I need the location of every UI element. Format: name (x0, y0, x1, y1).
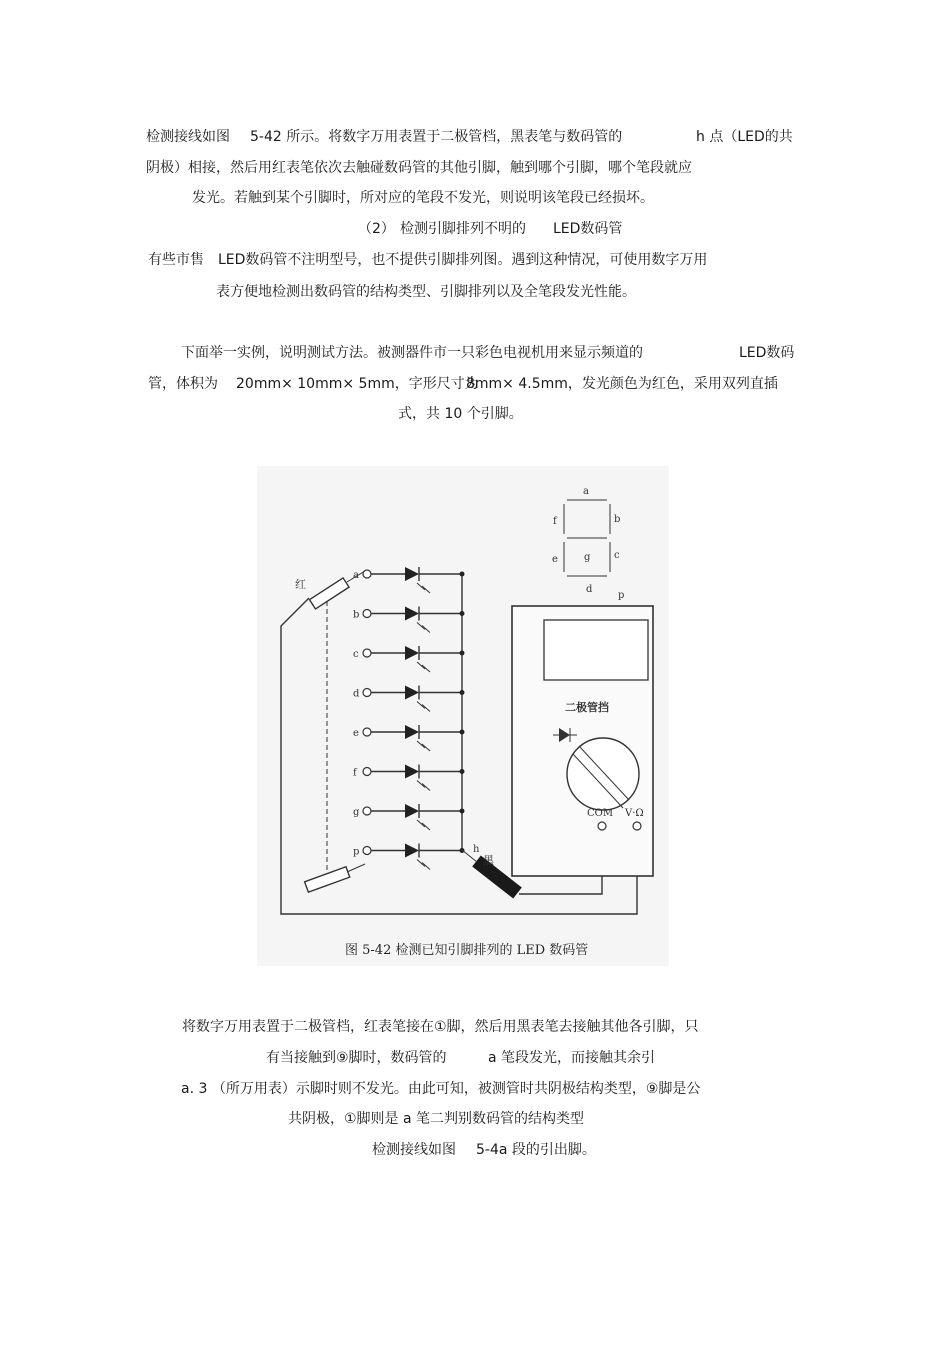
pin-terminal-f (363, 768, 371, 776)
junction-dot-b (460, 611, 465, 616)
diode-row-c (353, 646, 465, 672)
pin-label-c: c (353, 649, 359, 660)
black-probe-label: 黑 (483, 854, 494, 867)
para4-line3: a. 3 （所万用表）示脚时则不发光。由此可知，被测管时共阴极结构类型，⑨脚是公 (181, 1081, 701, 1097)
seg-label-c: c (614, 550, 620, 561)
para2-line1-b: LED数码管不注明型号，也不提供引脚排列图。遇到这种情况，可使用数字万用 (218, 252, 708, 268)
para3-line1-a: 下面举一实例，说明测试方法。被测器件市一只彩色电视机用来显示频道的 (181, 345, 643, 361)
junction-dot-e (460, 730, 465, 735)
diode-rows (353, 567, 465, 870)
vohm-jack (633, 822, 641, 830)
diode-row-p (353, 844, 465, 870)
led-diode-d (405, 686, 419, 700)
meter-mode-label: 二极管挡 (565, 701, 609, 714)
para1-line1-c: h 点（LED的共 (696, 129, 793, 145)
led-diode-c (405, 646, 419, 660)
led-diode-e (405, 725, 419, 739)
pin-label-g: g (353, 807, 360, 818)
seg-label-f: f (553, 516, 557, 527)
para1-line3: 发光。若触到某个引脚时，所对应的笔段不发光，则说明该笔段已经损坏。 (192, 190, 654, 206)
para3-line2-a: 管，体积为 (148, 376, 218, 392)
diode-row-b (353, 607, 465, 633)
pin-terminal-b (363, 610, 371, 618)
seg-label-e: e (552, 554, 558, 565)
light-arrow-d-0 (417, 702, 425, 709)
light-arrow-e-0 (417, 741, 425, 748)
pin-terminal-g (363, 807, 371, 815)
com-label: COM (587, 808, 614, 819)
para1-line1-b: 5-42 所示。将数字万用表置于二极管档，黑表笔与数码管的 (250, 129, 623, 145)
seg-label-a: a (583, 486, 589, 497)
pin-terminal-c (363, 649, 371, 657)
h-point-label: h (473, 844, 480, 855)
junction-dot-d (460, 690, 465, 695)
seg-label-g: g (584, 552, 591, 563)
circuit-diagram (257, 466, 669, 966)
pin-label-b: b (353, 609, 360, 621)
para1-line2: 阴极）相接，然后用红表笔依次去触碰数码管的其他引脚，触到哪个引脚，哪个笔段就应 (146, 160, 692, 176)
figure-5-42 (257, 466, 669, 966)
junction-dot-c (460, 651, 465, 656)
com-jack (598, 822, 606, 830)
light-arrow-a-0 (417, 583, 425, 590)
para4-line5-b: 5-4a 段的引出脚。 (476, 1142, 596, 1158)
led-diode-g (405, 804, 419, 818)
light-arrow-b-1 (422, 626, 430, 633)
para4-line4: 共阴极，①脚则是 a 笔二判别数码管的结构类型 (288, 1111, 585, 1127)
led-diode-f (405, 765, 419, 779)
para4-line2-b: a 笔段发光，而接触其余引 (488, 1050, 656, 1066)
para3-line3: 式，共 10 个引脚。 (398, 406, 523, 422)
section-number: （2） (358, 221, 395, 237)
para3-line2-b: 20mm× 10mm× 5mm，字形尺寸为 (236, 376, 479, 392)
light-arrow-e-1 (422, 744, 430, 751)
light-arrow-g-0 (417, 820, 425, 827)
para1-line1-a: 检测接线如图 (146, 129, 230, 145)
diode-row-g (353, 804, 465, 830)
seg-label-b: b (614, 514, 621, 525)
seg-label-dp: p (618, 590, 625, 601)
para2-line2: 表方便地检测出数码管的结构类型、引脚排列以及全笔段发光性能。 (216, 284, 636, 300)
junction-dot-a (460, 572, 465, 577)
pin-label-e: e (353, 728, 359, 739)
section-heading: 检测引脚排列不明的 (400, 221, 526, 237)
pin-terminal-d (363, 689, 371, 697)
para4-line5-a: 检测接线如图 (372, 1142, 456, 1158)
led-diode-p (405, 844, 419, 858)
pin-label-a: a (353, 570, 359, 581)
meter-display (544, 620, 648, 680)
diode-row-e (353, 725, 465, 751)
light-arrow-c-0 (417, 662, 425, 669)
seg-label-d: d (586, 584, 593, 595)
para3-line1-b: LED数码 (739, 345, 795, 361)
seven-segment-display (564, 500, 610, 576)
junction-dot-g (460, 809, 465, 814)
pin-terminal-e (363, 728, 371, 736)
vohm-label: V·Ω (625, 808, 644, 819)
multimeter (512, 606, 653, 876)
pin-terminal-p (363, 847, 371, 855)
pin-label-f: f (353, 767, 357, 779)
pin-label-d: d (353, 688, 360, 700)
red-probe-lower (305, 864, 365, 892)
light-arrow-p-0 (417, 860, 425, 867)
light-arrow-c-1 (422, 665, 430, 672)
diode-row-a (353, 567, 465, 593)
light-arrow-b-0 (417, 623, 425, 630)
para3-line2-c: 8mm× 4.5mm，发光颜色为红色，采用双列直插 (466, 376, 778, 392)
para2-line1-a: 有些市售 (148, 252, 204, 268)
light-arrow-f-0 (417, 781, 425, 788)
light-arrow-g-1 (422, 823, 430, 830)
para4-line1: 将数字万用表置于二极管档，红表笔接在①脚，然后用黑表笔去接触其他各引脚，只 (182, 1019, 699, 1035)
section-heading-tail: LED数码管 (553, 221, 623, 237)
led-diode-a (405, 567, 419, 581)
light-arrow-d-1 (422, 705, 430, 712)
junction-dot-f (460, 769, 465, 774)
figure-caption: 图 5-42 检测已知引脚排列的 LED 数码管 (345, 943, 589, 958)
light-arrow-p-1 (422, 863, 430, 870)
diode-row-f (353, 765, 465, 791)
pin-label-p: p (353, 846, 360, 858)
red-probe-label: 红 (295, 578, 306, 591)
led-diode-b (405, 607, 419, 621)
light-arrow-f-1 (422, 784, 430, 791)
diode-row-d (353, 686, 465, 712)
para4-line2-a: 有当接触到⑨脚时，数码管的 (266, 1050, 447, 1066)
light-arrow-a-1 (422, 586, 430, 593)
